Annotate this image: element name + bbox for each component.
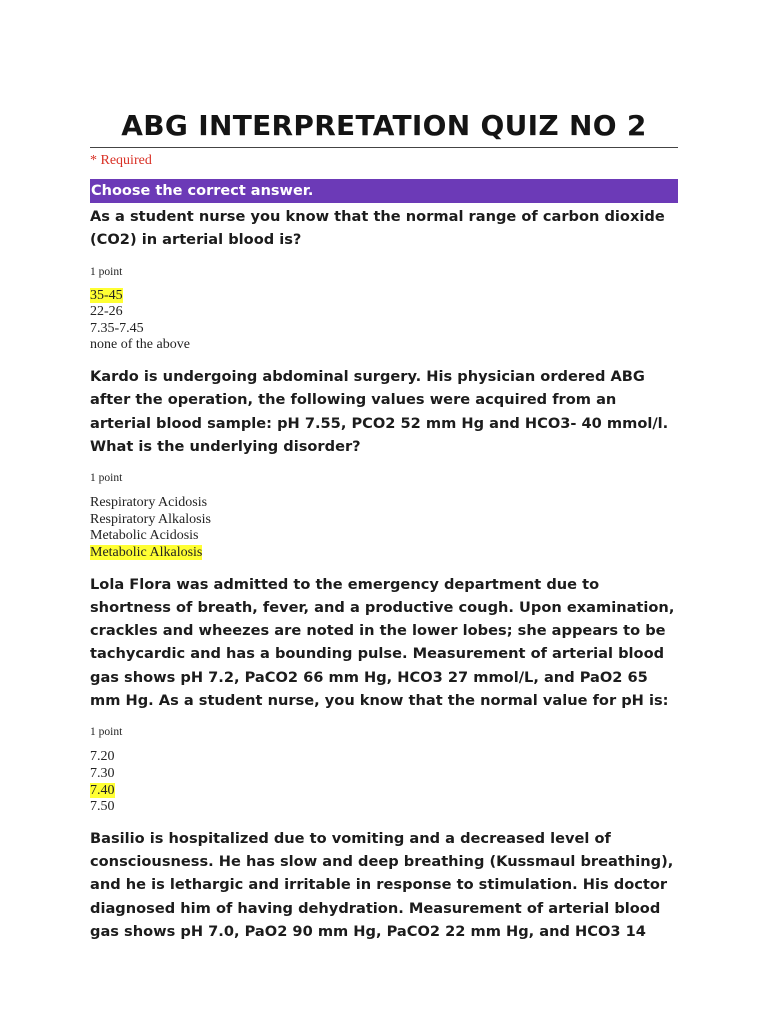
question-1-points: 1 point — [90, 265, 123, 278]
question-3-points: 1 point — [90, 726, 123, 739]
option-none-of-the-above[interactable] — [90, 337, 678, 354]
question-1-options — [90, 288, 678, 354]
question-1-text: As a student nurse you know that the normal range of carbon dioxide (CO2) in arterial blood is? — [90, 208, 665, 249]
option-label: 35-45 — [90, 287, 123, 303]
question-2-text: Kardo is undergoing abdominal surgery. His physician ordered ABG after the operation, the following values were acquired from an arterial blood sample: pH 7.55, PCO2 52 mm Hg and HCO3- 40 mmol/l. What is the underlying disorder? — [90, 367, 669, 455]
option-label: Metabolic Alkalosis — [90, 544, 203, 560]
option-respiratory-acidosis[interactable] — [90, 495, 678, 512]
option-7-20[interactable] — [90, 749, 678, 766]
option-label: 7.35-7.45 — [90, 320, 144, 336]
option-35-45[interactable] — [90, 288, 678, 305]
option-label: 7.40 — [90, 782, 115, 798]
option-7-35-7-45[interactable] — [90, 321, 678, 338]
option-metabolic-acidosis[interactable] — [90, 528, 678, 545]
option-label: Metabolic Acidosis — [90, 528, 199, 544]
option-label: 7.20 — [90, 749, 115, 765]
option-respiratory-alkalosis[interactable] — [90, 512, 678, 529]
question-3-options — [90, 749, 678, 815]
option-label: 7.50 — [90, 799, 115, 815]
option-7-50[interactable] — [90, 799, 678, 816]
question-3-text: Lola Flora was admitted to the emergency department due to shortness of breath, fever, and a productive cough. Upon examination, crackles and wheezes are noted in the lower lobes; she appears to be tachycardic and has a bounding pulse. Measurement of arterial blood gas shows pH 7.2, PaCO2 66 mm Hg, HCO3 27 mmol/L, and PaO2 65 mm Hg. As a student nurse, you know that the normal value for pH is: — [90, 575, 675, 710]
page-title: ABG INTERPRETATION QUIZ NO 2 — [90, 108, 678, 148]
option-label: Respiratory Acidosis — [90, 495, 208, 511]
option-label: 7.30 — [90, 765, 115, 781]
option-7-40[interactable] — [90, 783, 678, 800]
section-header: Choose the correct answer. — [90, 179, 678, 203]
option-label: 22-26 — [90, 304, 123, 320]
quiz-document — [90, 108, 678, 943]
option-7-30[interactable] — [90, 766, 678, 783]
option-22-26[interactable] — [90, 304, 678, 321]
option-label: none of the above — [90, 337, 190, 353]
option-metabolic-alkalosis[interactable] — [90, 545, 678, 562]
question-2-points: 1 point — [90, 472, 123, 485]
option-label: Respiratory Alkalosis — [90, 511, 211, 527]
question-4-text: Basilio is hospitalized due to vomiting and a decreased level of consciousness. He has slow and deep breathing (Kussmaul breathing), and he is lethargic and irritable in response to stimulation. His doctor diagnosed him of having dehydration. Measurement of arterial blood gas shows pH 7.0, PaO2 90 mm Hg, PaCO2 22 mm Hg, and HCO3 14 — [90, 829, 674, 940]
question-2-options — [90, 495, 678, 561]
required-note: * Required — [90, 153, 152, 168]
